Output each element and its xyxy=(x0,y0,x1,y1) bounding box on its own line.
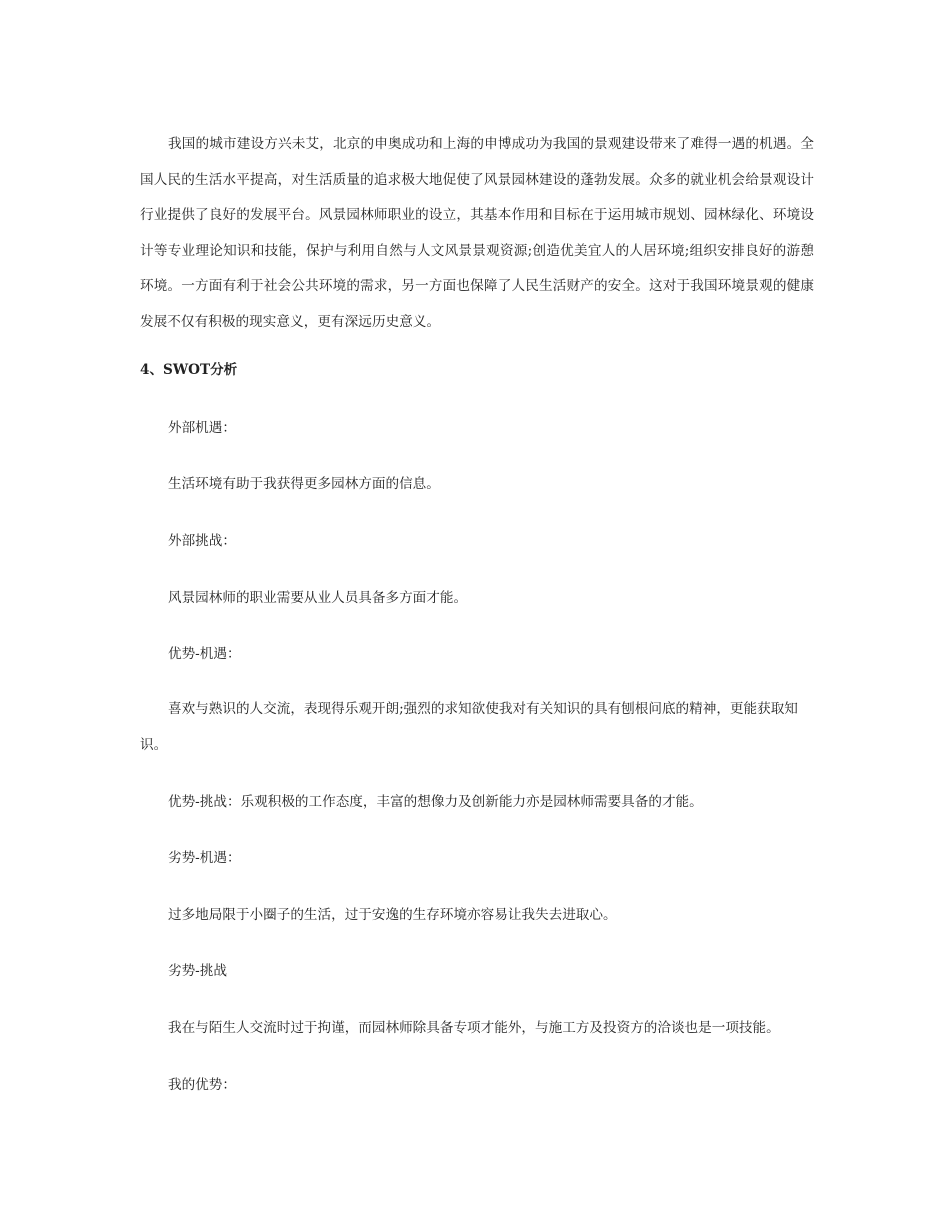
strength-opportunity-text: 喜欢与熟识的人交流，表现得乐观开朗;强烈的求知欲使我对有关知识的具有刨根问底的精神，更能获取知识。 xyxy=(140,701,798,753)
strength-opportunity-label: 优势-机遇： xyxy=(168,646,241,662)
external-opportunity-label: 外部机遇： xyxy=(168,420,236,436)
external-challenge-label: 外部挑战： xyxy=(168,533,236,549)
weakness-opportunity-text: 过多地局限于小圈子的生活，过于安逸的生存环境亦容易让我失去进取心。 xyxy=(168,907,617,923)
external-opportunity-text: 生活环境有助于我获得更多园林方面的信息。 xyxy=(168,476,440,492)
my-strengths-label: 我的优势： xyxy=(168,1077,236,1093)
weakness-challenge-text: 我在与陌生人交流时过于拘谨，而园林师除具备专项才能外，与施工方及投资方的洽谈也是一项技能。 xyxy=(168,1020,780,1036)
external-challenge-text: 风景园林师的职业需要从业人员具备多方面才能。 xyxy=(168,590,468,606)
intro-paragraph: 我国的城市建设方兴未艾，北京的申奥成功和上海的申博成功为我国的景观建设带来了难得一遇的机遇。全国人民的生活水平提高，对生活质量的追求极大地促使了风景园林建设的蓬勃发展。众多的就业机会给景观设计行业提供了良好的发展平台。风景园林师职业的设立，其基本作用和目标在于运用城市规划、园林绿化、环境设计等专业理论知识和技能，保护与利用自然与人文风景景观资源;创造优美宜人的人居环境;组织安排良好的游憩环境。一方面有利于社会公共环境的需求，另一方面也保障了人民生活财产的安全。这对于我国环境景观的健康发展不仅有积极的现实意义，更有深远历史意义。 xyxy=(140,136,814,330)
weakness-opportunity-label: 劣势-机遇： xyxy=(168,850,241,866)
strength-challenge-line: 优势-挑战：乐观积极的工作态度，丰富的想像力及创新能力亦是园林师需要具备的才能。 xyxy=(168,794,703,810)
section-heading-swot: 4、SWOT分析 xyxy=(140,362,238,378)
weakness-challenge-label: 劣势-挑战 xyxy=(168,963,227,979)
